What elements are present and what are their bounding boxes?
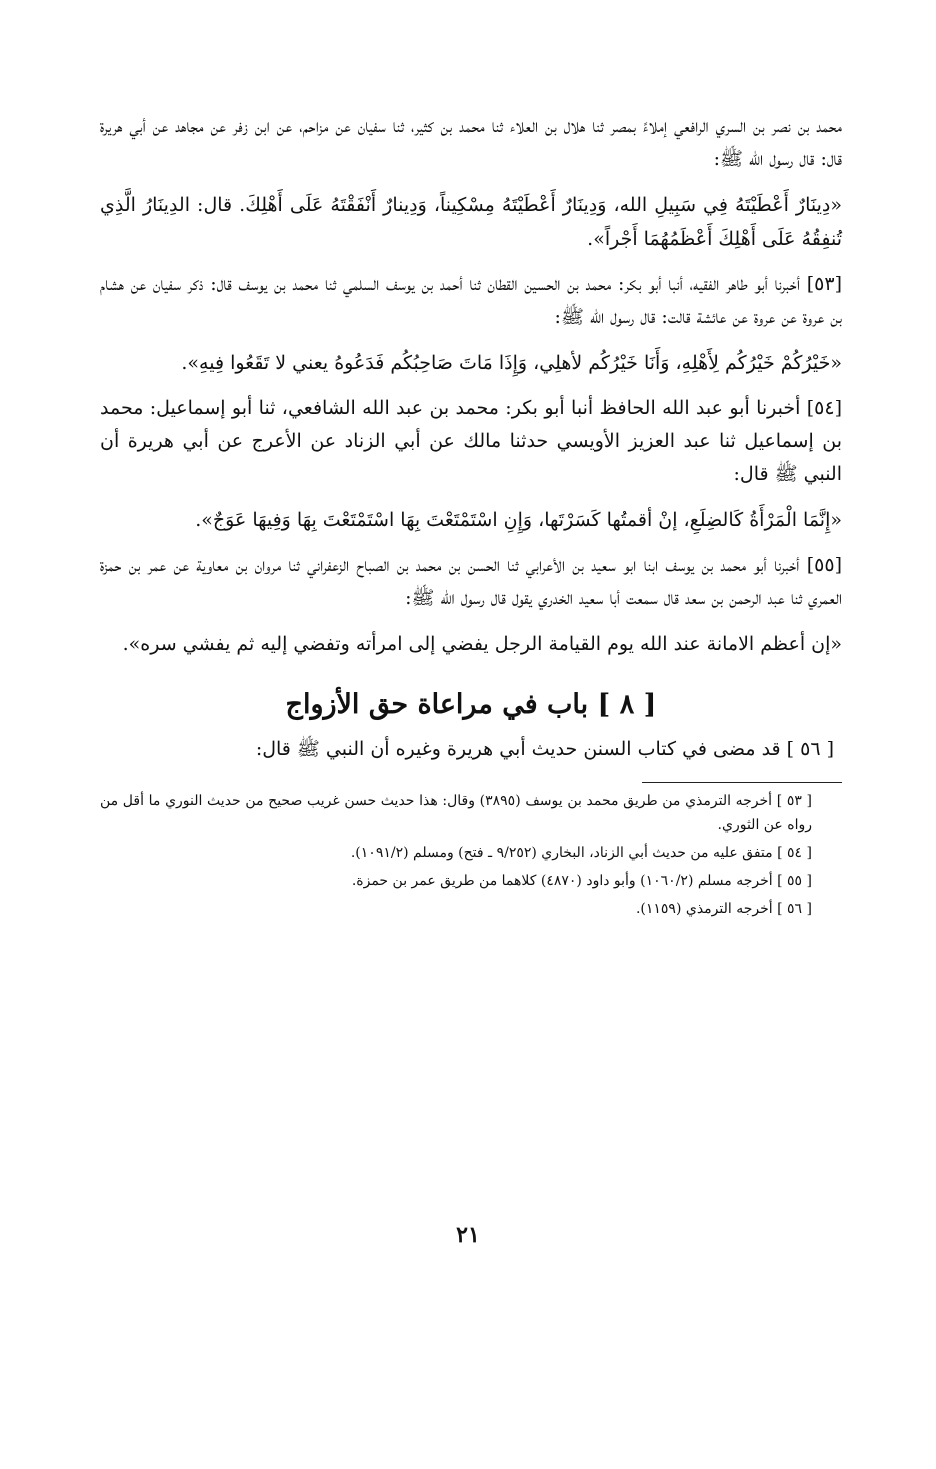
narration-paragraph: [٥٥] أخبرنا أبو محمد بن يوسف ابنا ابو سعيد بن الأعرابي ثنا الحسن بن محمد بن الصباح الزعفراني ثنا مروان بن معاوية عن عمر بن حمزة العمري ثنا عبد الرحمن بن سعد قال سمعت أبا سعيد الخدري يقول قال رسول الله ﷺ: (100, 554, 842, 609)
chapter-heading: [ ٨ ] باب في مراعاة حق الأزواج (285, 689, 657, 720)
footnotes (100, 789, 842, 921)
footnote: [ ٥٦ ] أخرجه الترمذي (١١٥٩). (635, 901, 812, 917)
chapter-intro: [ ٥٦ ] قد مضى في كتاب السنن حديث أبي هريرة وغيره أن النبي ﷺ قال: (255, 738, 834, 760)
footnote: [ ٥٥ ] أخرجه مسلم (١٠٦٠/٢) وأبو داود (٤٨٧٠) كلاهما من طريق عمر بن حمزة. (351, 873, 812, 889)
narration-paragraph: [٥٣] أخبرنا أبو طاهر الفقيه، أنبا أبو بكر: محمد بن الحسين القطان ثنا أحمد بن يوسف السلمي ثنا محمد بن يوسف قال: ذكر سفيان عن هشام بن عروة عن عروة عن عائشة قالت: قال رسول الله ﷺ: (100, 273, 842, 328)
hadith-text: «إِنَّمَا الْمَرْأَةُ كَالضِلَعِ، إنْ أقمتُها كَسَرْتَها، وَإِنِ اسْتَمْتَعْتَ بِهَا اسْتَمْتَعْتَ بِهَا وَفِيهَا عَوَجٌ». (195, 509, 842, 531)
footnote: [ ٥٤ ] متفق عليه من حديث أبي الزناد، البخاري (٩/٢٥٢ ـ فتح) ومسلم (١٠٩١/٢). (350, 845, 812, 861)
footnote: [ ٥٣ ] أخرجه الترمذي من طريق محمد بن يوسف (٣٨٩٥) وقال: هذا حديث حسن غريب صحيح من حديث النوري ما أقل من رواه عن الثوري. (100, 793, 813, 833)
footnote-divider (642, 782, 842, 783)
narration-paragraph: محمد بن نصر بن السري الرافعي إملاءً بمصر ثنا هلال بن العلاء ثنا محمد بن كثير، ثنا سفيان عن مزاحم، عن ابن زفر عن مجاهد عن أبي هريرة قال: قال رسول الله ﷺ: (100, 115, 842, 170)
hadith-text: «خَيْرُكُمْ خَيْرُكُم لِأَهْلِهِ، وَأَنَا خَيْرُكُم لأهلِي، وَإِذَا مَاتَ صَاحِبُكُم فَدَعُوهُ يعني لا تَقَعُوا فِيهِ». (181, 352, 842, 374)
narration-paragraph: [٥٤] أخبرنا أبو عبد الله الحافظ أنبا أبو بكر: محمد بن عبد الله الشافعي، ثنا أبو إسماعيل: محمد بن إسماعيل ثنا عبد العزيز الأويسي حدثنا مالك عن أبي الزناد عن الأعرج عن أبي هريرة أن النبي ﷺ قال: (100, 397, 843, 485)
hadith-text: «إن أعظم الامانة عند الله يوم القيامة الرجل يفضي إلى امرأته وتفضي إليه ثم يفشي سره». (122, 633, 842, 655)
hadith-text: «دِينَارٌ أَعْطَيْتَهُ فِي سَبِيلِ الله، وَدِينَارٌ أَعْطَيْتَهُ مِسْكِيناً، وَدِينارٌ أَنْفَقْتَهُ عَلَى أَهْلِكَ. قال: الدِينَارُ الَّذِي تُنفِقُهُ عَلَى أَهْلِكَ أَعْظَمُهُمَا أَجْراً». (100, 194, 842, 250)
page-number: ٢١ (456, 1222, 480, 1248)
